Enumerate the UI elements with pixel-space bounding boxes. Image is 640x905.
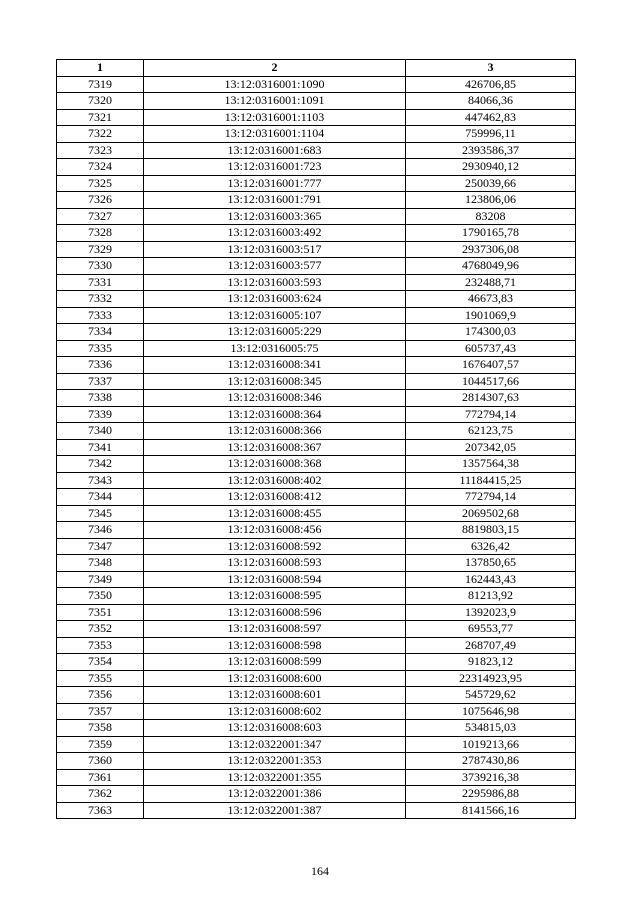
table-row (57, 324, 576, 341)
row-number-cell: 7325 (57, 175, 144, 192)
cadastral-number-cell: 13:12:0316001:1103 (144, 109, 406, 126)
value-cell: 772794,14 (406, 489, 576, 506)
table-row (57, 720, 576, 737)
value-cell: 268707,49 (406, 637, 576, 654)
cadastral-number-cell: 13:12:0316008:595 (144, 588, 406, 605)
cadastral-number-cell: 13:12:0316001:683 (144, 142, 406, 159)
value-cell: 545729,62 (406, 687, 576, 704)
table-row (57, 208, 576, 225)
cadastral-number-cell: 13:12:0316003:365 (144, 208, 406, 225)
row-number-cell: 7348 (57, 555, 144, 572)
row-number-cell: 7319 (57, 76, 144, 93)
table-row (57, 406, 576, 423)
table-row (57, 258, 576, 275)
cadastral-number-cell: 13:12:0322001:386 (144, 786, 406, 803)
value-cell: 1357564,38 (406, 456, 576, 473)
column-header-3: 3 (406, 60, 576, 77)
table-row (57, 571, 576, 588)
table-row (57, 753, 576, 770)
row-number-cell: 7328 (57, 225, 144, 242)
row-number-cell: 7361 (57, 769, 144, 786)
value-cell: 4768049,96 (406, 258, 576, 275)
cadastral-number-cell: 13:12:0316008:593 (144, 555, 406, 572)
value-cell: 2069502,68 (406, 505, 576, 522)
row-number-cell: 7338 (57, 390, 144, 407)
value-cell: 62123,75 (406, 423, 576, 440)
cadastral-number-cell: 13:12:0316001:1090 (144, 76, 406, 93)
cadastral-number-cell: 13:12:0316008:602 (144, 703, 406, 720)
row-number-cell: 7326 (57, 192, 144, 209)
table-row (57, 93, 576, 110)
value-cell: 46673,83 (406, 291, 576, 308)
cadastral-number-cell: 13:12:0316008:600 (144, 670, 406, 687)
cadastral-number-cell: 13:12:0316003:517 (144, 241, 406, 258)
table-row (57, 439, 576, 456)
table-row (57, 505, 576, 522)
row-number-cell: 7330 (57, 258, 144, 275)
value-cell: 69553,77 (406, 621, 576, 638)
table-row (57, 175, 576, 192)
table-row (57, 159, 576, 176)
value-cell: 91823,12 (406, 654, 576, 671)
value-cell: 2393586,37 (406, 142, 576, 159)
value-cell: 8141566,16 (406, 802, 576, 819)
row-number-cell: 7334 (57, 324, 144, 341)
row-number-cell: 7340 (57, 423, 144, 440)
cadastral-number-cell: 13:12:0316001:1104 (144, 126, 406, 143)
row-number-cell: 7320 (57, 93, 144, 110)
cadastral-number-cell: 13:12:0316008:412 (144, 489, 406, 506)
table-row (57, 241, 576, 258)
value-cell: 207342,05 (406, 439, 576, 456)
table-row (57, 736, 576, 753)
row-number-cell: 7333 (57, 307, 144, 324)
value-cell: 1392023,9 (406, 604, 576, 621)
table-row (57, 802, 576, 819)
row-number-cell: 7362 (57, 786, 144, 803)
cadastral-number-cell: 13:12:0316008:364 (144, 406, 406, 423)
value-cell: 83208 (406, 208, 576, 225)
row-number-cell: 7349 (57, 571, 144, 588)
table-row (57, 291, 576, 308)
table-row (57, 390, 576, 407)
table-row (57, 472, 576, 489)
cadastral-number-cell: 13:12:0316008:596 (144, 604, 406, 621)
cadastral-number-cell: 13:12:0316008:594 (144, 571, 406, 588)
table-row (57, 357, 576, 374)
cadastral-number-cell: 13:12:0316008:598 (144, 637, 406, 654)
value-cell: 759996,11 (406, 126, 576, 143)
table-row (57, 588, 576, 605)
cadastral-number-cell: 13:12:0316008:601 (144, 687, 406, 704)
table-row (57, 604, 576, 621)
value-cell: 84066,36 (406, 93, 576, 110)
row-number-cell: 7343 (57, 472, 144, 489)
header-row (57, 60, 576, 77)
cadastral-number-cell: 13:12:0316008:346 (144, 390, 406, 407)
cadastral-number-cell: 13:12:0316005:75 (144, 340, 406, 357)
cadastral-number-cell: 13:12:0316008:603 (144, 720, 406, 737)
row-number-cell: 7337 (57, 373, 144, 390)
row-number-cell: 7322 (57, 126, 144, 143)
cadastral-number-cell: 13:12:0316003:577 (144, 258, 406, 275)
table-body (57, 76, 576, 819)
table-row (57, 489, 576, 506)
table-row (57, 423, 576, 440)
row-number-cell: 7344 (57, 489, 144, 506)
value-cell: 8819803,15 (406, 522, 576, 539)
row-number-cell: 7336 (57, 357, 144, 374)
row-number-cell: 7339 (57, 406, 144, 423)
value-cell: 6326,42 (406, 538, 576, 555)
cadastral-number-cell: 13:12:0322001:355 (144, 769, 406, 786)
table-row (57, 225, 576, 242)
value-cell: 534815,03 (406, 720, 576, 737)
cadastral-number-cell: 13:12:0316003:492 (144, 225, 406, 242)
table-row (57, 373, 576, 390)
value-cell: 232488,71 (406, 274, 576, 291)
cadastral-number-cell: 13:12:0316001:777 (144, 175, 406, 192)
cadastral-number-cell: 13:12:0316008:402 (144, 472, 406, 489)
value-cell: 2295986,88 (406, 786, 576, 803)
table-row (57, 126, 576, 143)
cadastral-number-cell: 13:12:0316003:593 (144, 274, 406, 291)
value-cell: 447462,83 (406, 109, 576, 126)
cadastral-number-cell: 13:12:0316008:366 (144, 423, 406, 440)
data-table (56, 59, 576, 819)
value-cell: 1075646,98 (406, 703, 576, 720)
row-number-cell: 7353 (57, 637, 144, 654)
table-row (57, 769, 576, 786)
cadastral-number-cell: 13:12:0316001:723 (144, 159, 406, 176)
table-row (57, 555, 576, 572)
row-number-cell: 7347 (57, 538, 144, 555)
row-number-cell: 7332 (57, 291, 144, 308)
table-row (57, 687, 576, 704)
column-header-2: 2 (144, 60, 406, 77)
cadastral-number-cell: 13:12:0316008:367 (144, 439, 406, 456)
value-cell: 1676407,57 (406, 357, 576, 374)
cadastral-number-cell: 13:12:0316001:1091 (144, 93, 406, 110)
value-cell: 2937306,08 (406, 241, 576, 258)
row-number-cell: 7324 (57, 159, 144, 176)
row-number-cell: 7356 (57, 687, 144, 704)
cadastral-number-cell: 13:12:0322001:353 (144, 753, 406, 770)
table-row (57, 340, 576, 357)
cadastral-number-cell: 13:12:0316008:597 (144, 621, 406, 638)
row-number-cell: 7357 (57, 703, 144, 720)
cadastral-number-cell: 13:12:0316008:345 (144, 373, 406, 390)
row-number-cell: 7341 (57, 439, 144, 456)
row-number-cell: 7358 (57, 720, 144, 737)
page-number: 164 (311, 864, 329, 878)
row-number-cell: 7351 (57, 604, 144, 621)
table-row (57, 192, 576, 209)
cadastral-number-cell: 13:12:0316008:341 (144, 357, 406, 374)
value-cell: 2787430,86 (406, 753, 576, 770)
value-cell: 162443,43 (406, 571, 576, 588)
table-row (57, 654, 576, 671)
value-cell: 2814307,63 (406, 390, 576, 407)
cadastral-number-cell: 13:12:0316008:368 (144, 456, 406, 473)
row-number-cell: 7363 (57, 802, 144, 819)
value-cell: 1044517,66 (406, 373, 576, 390)
value-cell: 11184415,25 (406, 472, 576, 489)
table-header (57, 60, 576, 77)
value-cell: 123806,06 (406, 192, 576, 209)
table-row (57, 109, 576, 126)
cadastral-number-cell: 13:12:0316008:456 (144, 522, 406, 539)
value-cell: 3739216,38 (406, 769, 576, 786)
value-cell: 81213,92 (406, 588, 576, 605)
value-cell: 605737,43 (406, 340, 576, 357)
cadastral-number-cell: 13:12:0316005:229 (144, 324, 406, 341)
row-number-cell: 7331 (57, 274, 144, 291)
cadastral-number-cell: 13:12:0316005:107 (144, 307, 406, 324)
table-row (57, 522, 576, 539)
table-row (57, 456, 576, 473)
value-cell: 772794,14 (406, 406, 576, 423)
column-header-1: 1 (57, 60, 144, 77)
row-number-cell: 7352 (57, 621, 144, 638)
table-row (57, 670, 576, 687)
row-number-cell: 7327 (57, 208, 144, 225)
table-row (57, 307, 576, 324)
cadastral-number-cell: 13:12:0316001:791 (144, 192, 406, 209)
table-row (57, 621, 576, 638)
table-row (57, 703, 576, 720)
table-row (57, 786, 576, 803)
table-row (57, 142, 576, 159)
row-number-cell: 7346 (57, 522, 144, 539)
value-cell: 174300,03 (406, 324, 576, 341)
value-cell: 137850,65 (406, 555, 576, 572)
cadastral-number-cell: 13:12:0316008:455 (144, 505, 406, 522)
value-cell: 1019213,66 (406, 736, 576, 753)
table-row (57, 274, 576, 291)
cadastral-number-cell: 13:12:0316003:624 (144, 291, 406, 308)
cadastral-number-cell: 13:12:0316008:592 (144, 538, 406, 555)
value-cell: 426706,85 (406, 76, 576, 93)
cadastral-number-cell: 13:12:0322001:347 (144, 736, 406, 753)
value-cell: 1901069,9 (406, 307, 576, 324)
row-number-cell: 7323 (57, 142, 144, 159)
table-row (57, 76, 576, 93)
row-number-cell: 7354 (57, 654, 144, 671)
row-number-cell: 7342 (57, 456, 144, 473)
table-row (57, 538, 576, 555)
row-number-cell: 7335 (57, 340, 144, 357)
value-cell: 22314923,95 (406, 670, 576, 687)
cadastral-number-cell: 13:12:0316008:599 (144, 654, 406, 671)
row-number-cell: 7355 (57, 670, 144, 687)
row-number-cell: 7360 (57, 753, 144, 770)
row-number-cell: 7350 (57, 588, 144, 605)
value-cell: 1790165,78 (406, 225, 576, 242)
row-number-cell: 7345 (57, 505, 144, 522)
row-number-cell: 7321 (57, 109, 144, 126)
value-cell: 250039,66 (406, 175, 576, 192)
table-row (57, 637, 576, 654)
cadastral-number-cell: 13:12:0322001:387 (144, 802, 406, 819)
row-number-cell: 7329 (57, 241, 144, 258)
row-number-cell: 7359 (57, 736, 144, 753)
value-cell: 2930940,12 (406, 159, 576, 176)
